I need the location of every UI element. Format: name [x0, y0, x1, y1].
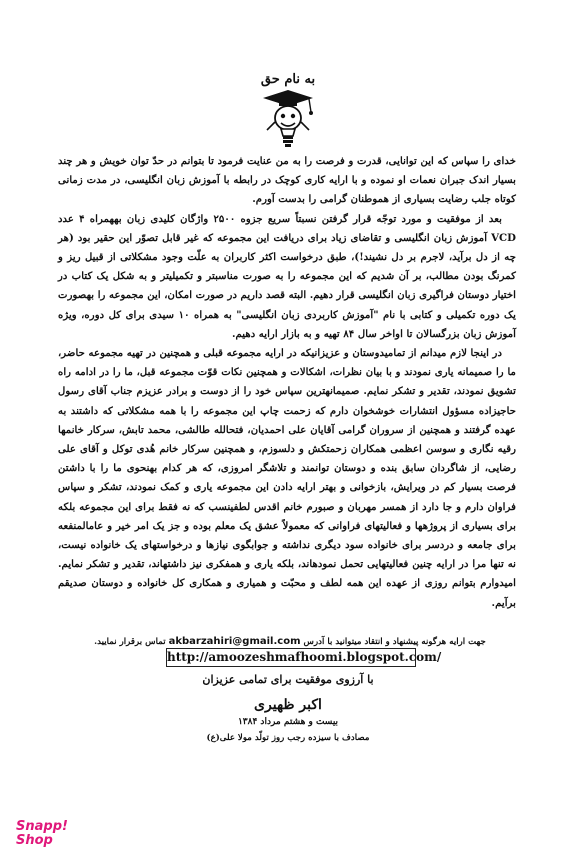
paragraph-gratitude: خدای را سپاس که این توانایی، قدرت و فرصت را به من عنایت فرمود تا بتوانم در حدّ توان خویش و هر چند بسیار اندک جبران نعمات او نموده و با ارایه کاری کوچک در رابطه با آموزش زبان انگلیسی، در مدت زمانی کوتاه جلب رضایت بسیاری از هموطنان گرامی را بدست آورم.: [58, 155, 516, 206]
page-heading: به نام حق: [260, 72, 316, 87]
occasion-line: مصادف با سیزده رجب روز تولّد مولا علی(ع): [206, 733, 370, 743]
body-text: [58, 152, 516, 613]
contact-email[interactable]: akbarzahiri@gmail.com: [168, 636, 301, 647]
closing-wish: با آرزوی موفقیت برای تمامی عزیزان: [202, 673, 374, 686]
contact-text-after: تماس برقرار نمایید.: [94, 637, 166, 647]
logo-line-2: Shop: [16, 833, 53, 848]
logo-line-1: Snapp!: [16, 819, 68, 834]
graduate-lightbulb-icon: [257, 86, 319, 150]
paragraph-background: بعد از موفقیت و مورد توجّه قرار گرفتن نسبتاً سریع جزوه ۲۵۰۰ واژگان کلیدی زبان بههمراه ۴ عدد VCD آموزش زبان انگلیسی و تقاضای زیاد برای دریافت این مجموعه که غیر قابل تصوّر این حقیر بود (هر چه از دل برآید، لاجرم بر دل نشیند!)، طبق درخواست اکثر کاربران به علّت وجود مشکلاتی از قبیل ریز و کمرنگ بودن مطالب، بر آن شدیم که این مجموعه را به صورت مناسبتر و تکمیلیتر و به شکل یک کتاب در اختیار دوستان فراگیری زبان انگلیسی قرار دهیم. البته قصد داریم در صورت امکان، این مجموعه را بهصورت یک دوره تکمیلی و کتابی با نام "آموزش کاربردی زبان انگلیسی" به همراه ۱۰ سیدی برای کل دوره، ویژه آموزش زبان بزرگسالان تا اواخر سال ۸۴ تهیه و به بازار ارایه دهیم.: [58, 212, 516, 340]
author-name: اکبر ظهیری: [254, 697, 322, 713]
contact-line: [70, 636, 510, 647]
date-line: بیست و هشتم مرداد ۱۳۸۴: [237, 717, 339, 727]
website-link[interactable]: http://amoozeshmafhoomi.blogspot.com/: [166, 648, 416, 667]
snappshop-logo: [16, 820, 72, 848]
contact-text-before: جهت ارایه هرگونه پیشنهاد و انتقاد میتوانید با آدرس: [303, 637, 486, 647]
paragraph-acknowledgements: در اینجا لازم میدانم از تمامیدوستان و عزیزانیکه در ارایه مجموعه قبلی و همچنین در تهیه مجموعه حاضر، ما را صمیمانه یاری نمودند و با بیان نظرات، اشکالات و همچنین نکات قوّت مجموعه قبل، ما را در ادامه راه تشویق نمودند، تقدیر و تشکر نمایم. صمیمانهترین سپاس خود را از دوست و برادر عزیزم جناب آقای رسول حاجیزاده مسؤول انتشارات خوشخوان دارم که زحمت چاپ این مجموعه را با همه مشکلاتی که داشتند به عهده گرفتند و همچنین از سروران گرامی آقایان علی احمدیان، فتحالله طالشی، محمد تابش، سرکار خانمها رقیه نگاری و سوسن اعظمی همکاران زحمتکش و دلسوزم، و همچنین سرکار خانم هُدی توکل و آقای علی رضایی، از شاگردان سابق بنده و دوستان توانمند و تلاشگر امروزی، که هر کدام بهنحوی ما را با داشتن فرصت بسیار کم در ویرایش، بازخوانی و بهتر ارایه دادن این مجموعه یاری و کمک نمودند، تشکر و سپاس فراوان دارم و جا دارد از همسر مهربان و صبورم خانم اقدس لطفینسب که نه فقط برای این مجموعه بلکه برای بسیاری از پروژهها و فعالیتهای فراوانی که معمولاً عشق یک معلم بوده و جز یک امر خیر و عامالمنفعه برای جامعه و دردسر برای خانواده سود دیگری نداشته و جوابگوی نیازها و درخواستهای یک خانواده نیست، نه تنها مرا در ارایه چنین فعالیتهایی تحمل نمودهاند، بلکه یاری و همفکری نیز داشتهاند، تقدیر و تشکر نمایم. امیدوارم بتوانم روزی از عهده این همه لطف و محبّت و همیاری و همکاری کل خانواده و دوستان صدیقم برآیم.: [58, 347, 516, 609]
